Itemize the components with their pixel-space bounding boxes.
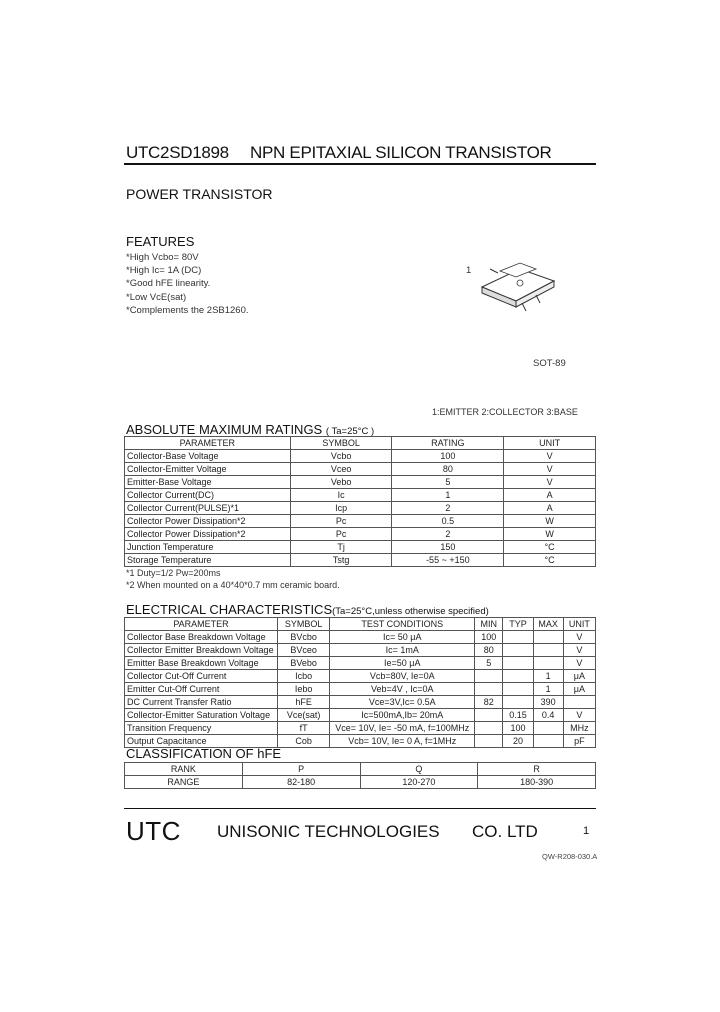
table-cell: 2 [392, 502, 504, 515]
table-cell: 0.5 [392, 515, 504, 528]
table-cell: V [504, 476, 596, 489]
table-cell: 1 [533, 683, 563, 696]
table-cell [503, 670, 533, 683]
table-cell: °C [504, 554, 596, 567]
table-cell: Collector-Base Voltage [125, 450, 291, 463]
table-row [125, 683, 596, 696]
table-cell [475, 683, 503, 696]
table-cell: 80 [392, 463, 504, 476]
table-cell: 20 [503, 735, 533, 748]
table-cell [533, 657, 563, 670]
table-cell: Cob [277, 735, 329, 748]
table-cell: 82 [475, 696, 503, 709]
table-cell: Output Capacitance [125, 735, 278, 748]
table-cell: μA [563, 670, 595, 683]
pinout: 1:EMITTER 2:COLLECTOR 3:BASE [432, 407, 578, 417]
feature-item: *Good hFE linearity. [126, 278, 211, 289]
table-cell: Vce(sat) [277, 709, 329, 722]
table-cell: Vcbo [290, 450, 392, 463]
feature-item: *High Ic= 1A (DC) [126, 265, 202, 276]
table-cell: BVcbo [277, 631, 329, 644]
table-cell: A [504, 489, 596, 502]
doc-title: NPN EPITAXIAL SILICON TRANSISTOR [250, 143, 552, 162]
table-cell: Vceo [290, 463, 392, 476]
table-cell: MHz [563, 722, 595, 735]
table-cell: 1 [392, 489, 504, 502]
table-cell [533, 722, 563, 735]
table-row [125, 722, 596, 735]
table-cell: V [563, 709, 595, 722]
table-cell: Junction Temperature [125, 541, 291, 554]
package-name: SOT-89 [533, 358, 566, 369]
table-row [125, 528, 596, 541]
table-cell [475, 709, 503, 722]
table-cell: 1 [533, 670, 563, 683]
table-cell: Ic=500mA,Ib= 20mA [330, 709, 475, 722]
table-cell: DC Current Transfer Ratio [125, 696, 278, 709]
table-cell: hFE [277, 696, 329, 709]
table-cell: BVebo [277, 657, 329, 670]
table-row [125, 476, 596, 489]
table-cell: Collector-Emitter Voltage [125, 463, 291, 476]
elec-title: ELECTRICAL CHARACTERISTICS(Ta=25°C,unless otherwise specified) [126, 602, 489, 617]
abs-max-table [124, 436, 596, 567]
table-cell: Vce= 10V, Ie= -50 mA, f=100MHz [330, 722, 475, 735]
table-cell: 100 [475, 631, 503, 644]
table-cell: V [563, 631, 595, 644]
pin1-mark: 1 [466, 265, 472, 276]
table-cell: BVceo [277, 644, 329, 657]
table-cell: 80 [475, 644, 503, 657]
table-cell: Collector Cut-Off Current [125, 670, 278, 683]
table-cell [533, 631, 563, 644]
table-row [125, 657, 596, 670]
table-cell [503, 696, 533, 709]
feature-item: *Low VcE(sat) [126, 292, 187, 303]
table-row [125, 696, 596, 709]
table-cell: Collector Current(DC) [125, 489, 291, 502]
table-cell [475, 670, 503, 683]
table-cell: Storage Temperature [125, 554, 291, 567]
table-row [125, 502, 596, 515]
hfe-table [124, 762, 596, 789]
footer-rule [124, 808, 596, 809]
table-row [125, 515, 596, 528]
table-cell: Transition Frequency [125, 722, 278, 735]
table-header-row: PARAMETER SYMBOL TEST CONDITIONS MIN TYP MAX UNIT [125, 618, 596, 631]
table-cell [503, 631, 533, 644]
table-cell: V [504, 450, 596, 463]
abs-max-title: ABSOLUTE MAXIMUM RATINGS ( Ta=25°C ) [126, 422, 375, 437]
table-header-row: PARAMETER SYMBOL RATING UNIT [125, 437, 596, 450]
table-cell [475, 722, 503, 735]
table-row [125, 631, 596, 644]
table-cell: A [504, 502, 596, 515]
table-cell: Ic= 50 μA [330, 631, 475, 644]
table-cell: Emitter Base Breakdown Voltage [125, 657, 278, 670]
table-cell: Emitter Cut-Off Current [125, 683, 278, 696]
table-cell: 0.4 [533, 709, 563, 722]
table-row [125, 450, 596, 463]
table-cell: V [563, 644, 595, 657]
table-cell: 390 [533, 696, 563, 709]
table-row [125, 709, 596, 722]
table-cell [533, 644, 563, 657]
hfe-title: CLASSIFICATION OF hFE [126, 746, 282, 761]
page-number: 1 [583, 825, 590, 837]
table-cell: -55 ~ +150 [392, 554, 504, 567]
table-row [125, 554, 596, 567]
table-cell: 5 [392, 476, 504, 489]
table-cell: Ic [290, 489, 392, 502]
feature-item: *High Vcbo= 80V [126, 252, 199, 263]
table-cell: Vcb=80V, Ie=0A [330, 670, 475, 683]
part-number: UTC2SD1898 [126, 143, 229, 162]
table-cell: Ie=50 μA [330, 657, 475, 670]
elec-table [124, 617, 596, 748]
table-cell: 100 [503, 722, 533, 735]
table-cell: Vcb= 10V, Ie= 0 A, f=1MHz [330, 735, 475, 748]
table-row [125, 463, 596, 476]
table-cell: Emitter-Base Voltage [125, 476, 291, 489]
table-row [125, 644, 596, 657]
header [126, 143, 552, 163]
note-2: *2 When mounted on a 40*40*0.7 mm ceramic board. [126, 580, 340, 590]
doc-code: QW-R208-030.A [542, 852, 598, 861]
table-cell [503, 683, 533, 696]
table-cell: Collector Power Dissipation*2 [125, 515, 291, 528]
company-name: UNISONIC TECHNOLOGIES [217, 822, 440, 841]
table-cell: Pc [290, 528, 392, 541]
table-cell: Pc [290, 515, 392, 528]
hfe-rank-row: RANK P Q R [125, 763, 596, 776]
table-cell: 2 [392, 528, 504, 541]
table-cell: Tstg [290, 554, 392, 567]
table-cell: Tj [290, 541, 392, 554]
table-cell: pF [563, 735, 595, 748]
table-cell: μA [563, 683, 595, 696]
utc-logo: UTC [126, 816, 181, 846]
table-cell: °C [504, 541, 596, 554]
table-cell [563, 696, 595, 709]
features-heading: FEATURES [126, 234, 195, 249]
table-cell: W [504, 528, 596, 541]
table-cell: 100 [392, 450, 504, 463]
table-cell: Ic= 1mA [330, 644, 475, 657]
table-cell [533, 735, 563, 748]
company-suffix: CO. LTD [472, 822, 538, 841]
table-row [125, 670, 596, 683]
table-cell: V [504, 463, 596, 476]
note-1: *1 Duty=1/2 Pw=200ms [126, 568, 221, 578]
header-rule [124, 163, 596, 165]
table-cell: Icbo [277, 670, 329, 683]
table-cell: Vebo [290, 476, 392, 489]
table-cell [475, 735, 503, 748]
table-cell: 150 [392, 541, 504, 554]
sot89-package-icon [474, 255, 564, 315]
table-cell: 5 [475, 657, 503, 670]
subtitle: POWER TRANSISTOR [126, 186, 273, 202]
table-cell: 0.15 [503, 709, 533, 722]
table-cell: Collector Power Dissipation*2 [125, 528, 291, 541]
table-row [125, 489, 596, 502]
feature-item: *Complements the 2SB1260. [126, 305, 249, 316]
table-cell: Collector-Emitter Saturation Voltage [125, 709, 278, 722]
table-cell [503, 657, 533, 670]
table-cell: W [504, 515, 596, 528]
table-cell: V [563, 657, 595, 670]
table-cell: Veb=4V , Ic=0A [330, 683, 475, 696]
table-cell: Collector Current(PULSE)*1 [125, 502, 291, 515]
table-row [125, 541, 596, 554]
table-cell: Icp [290, 502, 392, 515]
hfe-range-row: RANGE 82-180 120-270 180-390 [125, 776, 596, 789]
table-cell: Collector Base Breakdown Voltage [125, 631, 278, 644]
table-cell: Collector Emitter Breakdown Voltage [125, 644, 278, 657]
table-cell: Vce=3V,Ic= 0.5A [330, 696, 475, 709]
table-cell [503, 644, 533, 657]
table-cell: Iebo [277, 683, 329, 696]
table-cell: fT [277, 722, 329, 735]
